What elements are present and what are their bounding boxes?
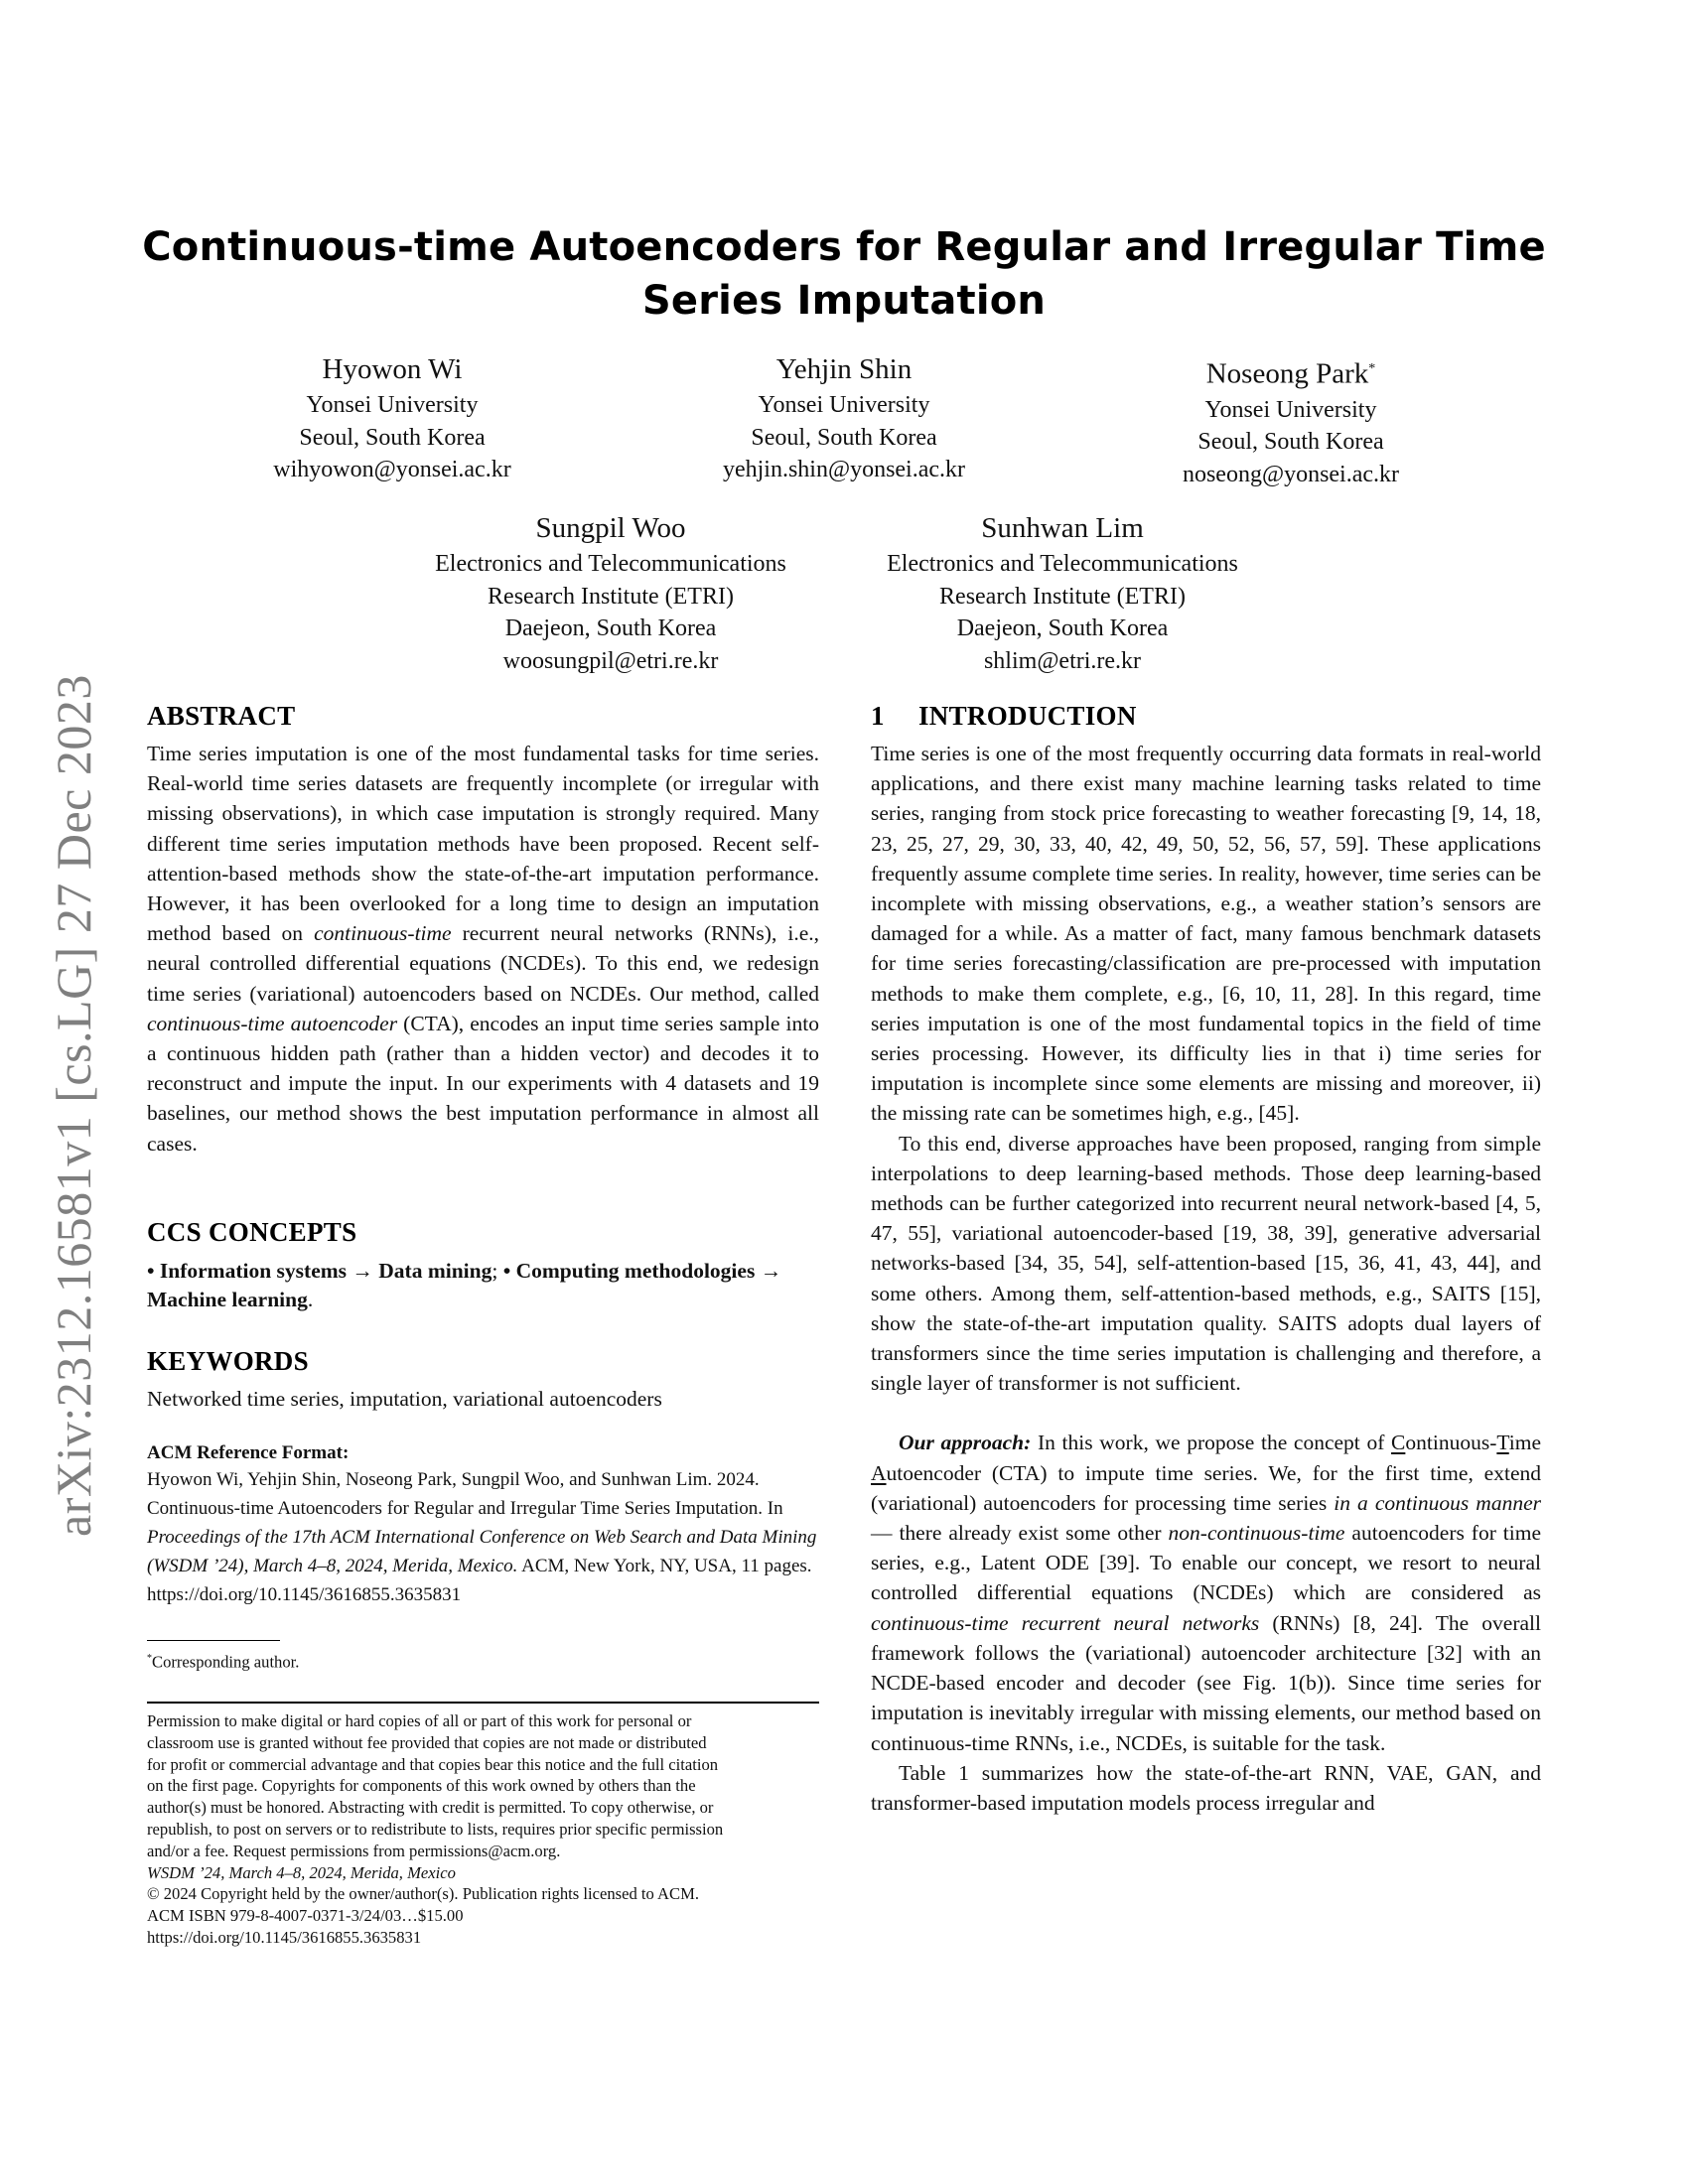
approach-emphasis: non-continuous-time — [1168, 1521, 1345, 1546]
reference-venue: Proceedings of the 17th ACM International Conference on Web Search and Data Mining (WSDM ’24), March 4–8, 2024, Merida, Mexico. — [147, 1527, 817, 1576]
acm-reference-heading: ACM Reference Format: — [147, 1442, 350, 1463]
keywords-heading: KEYWORDS — [147, 1346, 309, 1376]
title-line-1: Continuous-time Autoencoders for Regular and Irregular Time — [142, 224, 1546, 270]
permissions-line: author(s) must be honored. Abstracting with credit is permitted. To copy otherwise, or — [147, 1798, 714, 1818]
author-block — [397, 508, 824, 677]
permissions-line: and/or a fee. Request permissions from permissions@acm.org. — [147, 1841, 561, 1860]
doi-link[interactable]: https://doi.org/10.1145/3616855.3635831 — [147, 1927, 422, 1947]
permissions-line: for profit or commercial advantage and that copies bear this notice and the full citation — [147, 1754, 719, 1774]
section-title: INTRODUCTION — [918, 701, 1137, 731]
author-name: Noseong Park — [1205, 357, 1369, 390]
permissions-line: republish, to post on servers or to redistribute to lists, requires prior specific permission — [147, 1819, 724, 1839]
acronym-letter-c: C — [1391, 1431, 1406, 1455]
footnote — [147, 1648, 299, 1673]
author-name-with-mark — [1142, 349, 1440, 394]
abstract-emphasis: continuous-time autoencoder — [147, 1011, 398, 1035]
approach-text: ime — [1508, 1431, 1541, 1455]
ccs-end: . — [307, 1288, 314, 1311]
venue-line: WSDM ’24, March 4–8, 2024, Merida, Mexico — [147, 1862, 456, 1882]
keywords-section — [147, 1344, 819, 1414]
ccs-heading: CCS CONCEPTS — [147, 1217, 357, 1247]
approach-text: ontinuous- — [1405, 1431, 1497, 1455]
section-number: 1 — [871, 701, 885, 731]
author-name: Sunhwan Lim — [981, 512, 1144, 544]
author-location: Seoul, South Korea — [1197, 429, 1384, 456]
author-affiliation: Yonsei University — [758, 392, 930, 418]
ccs-concepts — [147, 1257, 819, 1314]
approach-text: In this work, we propose the concept of — [1031, 1431, 1392, 1455]
acm-reference-body — [147, 1465, 819, 1609]
abstract-heading: ABSTRACT — [147, 701, 296, 731]
author-affiliation-2: Research Institute (ETRI) — [939, 583, 1186, 610]
isbn-line: ACM ISBN 979-8-4007-0371-3/24/03…$15.00 — [147, 1906, 464, 1926]
acronym-letter-t: T — [1496, 1431, 1509, 1455]
author-email[interactable]: wihyowon@yonsei.ac.kr — [273, 457, 511, 482]
author-block — [849, 508, 1276, 677]
acronym-letter-a: A — [871, 1460, 887, 1485]
author-name: Sungpil Woo — [535, 512, 686, 544]
ccs-item: • Information systems → Data mining — [147, 1259, 492, 1283]
our-approach-paragraph — [871, 1428, 1541, 1757]
abstract-section — [147, 699, 819, 1159]
abstract-body — [147, 739, 819, 1159]
author-affiliation-2: Research Institute (ETRI) — [488, 583, 734, 610]
author-email[interactable]: shlim@etri.re.kr — [983, 647, 1142, 674]
permissions-line: on the first page. Copyrights for components of this work owned by others than the — [147, 1776, 696, 1796]
author-affiliation: Yonsei University — [1204, 396, 1377, 423]
ccs-item: • Computing methodologies → Machine learning — [147, 1259, 782, 1311]
author-email[interactable]: noseong@yonsei.ac.kr — [1182, 461, 1400, 487]
arxiv-stamp: arXiv:2312.16581v1 [cs.LG] 27 Dec 2023 — [46, 674, 101, 1537]
author-block — [248, 349, 536, 486]
approach-text: (RNNs) [8, 24]. The overall framework follows the (variational) autoencoder architecture [32] with an NCDE-based encoder and decoder (see Fig. 1(b)). Since time series for imputation is inevitably irregular with missing elements, our method based on continuous-time RNNs, i.e., NCDEs, is suitable for the task. — [871, 1610, 1541, 1755]
author-email[interactable]: woosungpil@etri.re.kr — [502, 647, 719, 674]
footnote-rule — [147, 1640, 280, 1641]
approach-emphasis: continuous-time recurrent neural networks — [871, 1610, 1260, 1635]
permissions-line: Permission to make digital or hard copies of all or part of this work for personal or — [147, 1711, 692, 1730]
paper-title — [139, 220, 1549, 328]
reference-text: Hyowon Wi, Yehjin Shin, Noseong Park, Sungpil Woo, and Sunhwan Lim. 2024. Continuous-time Autoencoders for Regular and Irregular Time Series Imputation. In — [147, 1469, 783, 1519]
reference-text: ACM, New York, NY, USA, 11 pages. https://doi.org/10.1145/3616855.3635831 — [147, 1556, 812, 1605]
author-name: Yehjin Shin — [775, 353, 913, 385]
introduction-heading — [871, 699, 1541, 733]
approach-text: — there already exist some other — [871, 1521, 1169, 1546]
abstract-text: (CTA), encodes an input time series sample into a continuous hidden path (rather than a hidden vector) and decodes it to reconstruct and impute the input. In our experiments with 4 datasets and 19 baselines, our method shows the best imputation performance in almost all cases. — [147, 1011, 819, 1156]
intro-paragraph-4: Table 1 summarizes how the state-of-the-art RNN, VAE, GAN, and transformer-based imputation models process irregular and — [871, 1760, 1541, 1815]
author-block — [1142, 349, 1440, 490]
footnote-mark: * — [147, 1653, 152, 1664]
approach-emphasis: in a continuous manner — [1334, 1490, 1541, 1515]
permissions-block — [147, 1710, 819, 1949]
approach-text: utoencoder (CTA) to impute time series. We, for the first time, extend (variational) autoencoders for processing time series — [871, 1460, 1541, 1515]
intro-paragraph-2: To this end, diverse approaches have been proposed, ranging from simple interpolations to deep learning-based methods. Those deep learning-based methods can be further categorized into recurrent neural network-based [4, 5, 47, 55], variational autoencoder-based [19, 38, 39], generative adversarial networks-based [34, 35, 54], self-attention-based [15, 36, 41, 43, 44], and some others. Among them, self-attention-based methods, e.g., SAITS [15], show the state-of-the-art imputation quality. SAITS adopts dual layers of transformers since the time series imputation is challenging and therefore, a single layer of transformer is not sufficient. — [871, 1131, 1541, 1396]
ccs-separator: ; — [492, 1259, 503, 1283]
acm-reference-section — [147, 1441, 819, 1609]
author-name: Hyowon Wi — [322, 353, 463, 385]
abstract-text: recurrent neural networks (RNNs), i.e., neural controlled differential equations (NCDEs). To this end, we redesign time series (variational) autoencoders based on NCDEs. Our method, called — [147, 921, 819, 1006]
permissions-rule — [147, 1702, 819, 1704]
author-location: Seoul, South Korea — [751, 424, 937, 451]
author-affiliation-1: Electronics and Telecommunications — [435, 551, 786, 577]
abstract-emphasis: continuous-time — [314, 921, 452, 946]
author-location: Daejeon, South Korea — [956, 615, 1169, 641]
copyright-line: © 2024 Copyright held by the owner/author(s). Publication rights licensed to ACM. — [147, 1884, 699, 1904]
author-email[interactable]: yehjin.shin@yonsei.ac.kr — [722, 457, 966, 482]
keywords-text: Networked time series, imputation, variational autoencoders — [147, 1387, 662, 1411]
author-block — [685, 349, 1003, 486]
abstract-text: Time series imputation is one of the most fundamental tasks for time series. Real-world time series datasets are frequently incomplete (or irregular with missing observations), in which case imputation is strongly required. Many different time series imputation methods have been proposed. Recent self-attention-based methods show the state-of-the-art imputation performance. However, it has been overlooked for a long time to design an imputation method based on — [147, 742, 819, 946]
footnote-text: Corresponding author. — [152, 1652, 300, 1672]
author-affiliation-1: Electronics and Telecommunications — [887, 551, 1238, 577]
our-approach-label: Our approach: — [899, 1431, 1032, 1455]
introduction-section — [871, 699, 1541, 1818]
author-location: Seoul, South Korea — [299, 424, 486, 451]
ccs-section — [147, 1215, 819, 1314]
approach-text: autoencoders for time series, e.g., Latent ODE [39]. To enable our concept, we resort to neural controlled differential equations (NCDEs) which are considered as — [871, 1521, 1541, 1605]
author-location: Daejeon, South Korea — [504, 615, 717, 641]
corresponding-mark: * — [1368, 361, 1376, 376]
title-line-2: Series Imputation — [641, 278, 1047, 324]
intro-paragraph-1: Time series is one of the most frequently occurring data formats in real-world applications, and there exist many machine learning tasks related to time series, ranging from stock price forecasting to weather forecasting [9, 14, 18, 23, 25, 27, 29, 30, 33, 40, 42, 49, 50, 52, 56, 57, 59]. These applications frequently assume complete time series. In reality, however, time series can be incomplete with missing observations, e.g., a weather station’s sensors are damaged for a while. As a matter of fact, many famous benchmark datasets for time series forecasting/classification are pre-processed with imputation methods to make them complete, e.g., [6, 10, 11, 28]. In this regard, time series imputation is one of the most fundamental topics in the field of time series processing. However, its difficulty lies in that i) time series for imputation is incomplete since some elements are missing and moreover, ii) the missing rate can be sometimes high, e.g., [45]. — [871, 742, 1541, 1126]
author-affiliation: Yonsei University — [306, 392, 479, 418]
permissions-line: classroom use is granted without fee provided that copies are not made or distributed — [147, 1732, 707, 1752]
